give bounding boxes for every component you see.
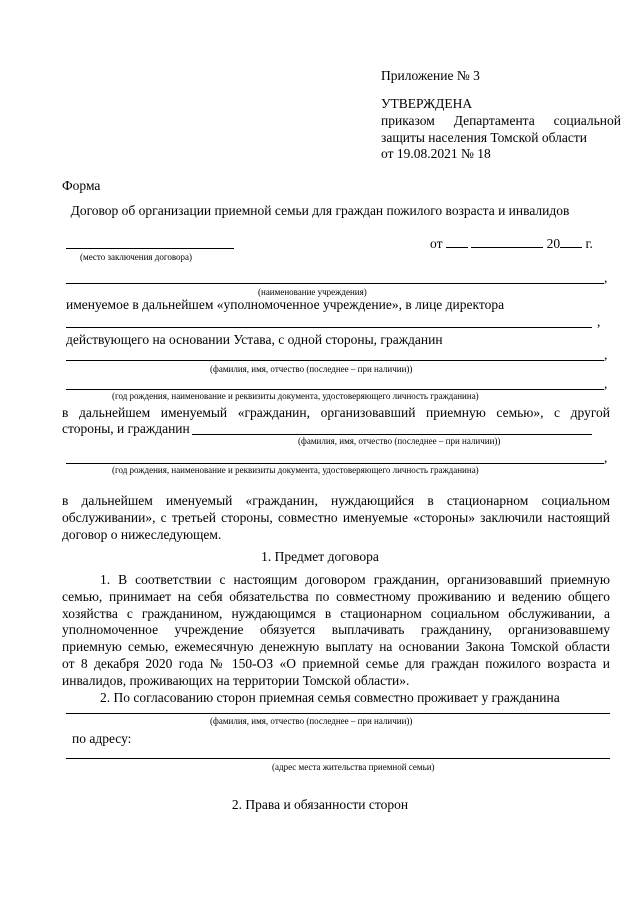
comma: , (604, 450, 608, 465)
comma: , (604, 376, 608, 391)
paragraph1-line: семью, принимает на себя обязательства по совместному проживанию и ведению общего (62, 589, 610, 604)
place-blank (66, 248, 234, 249)
appendix-number: Приложение № 3 (381, 68, 480, 83)
doc-caption: (год рождения, наименование и реквизиты документа, удостоверяющего личность гражданина) (112, 465, 479, 475)
paragraph2: 2. По согласованию сторон приемная семья совместно проживает у гражданина (100, 690, 560, 705)
citizen1-doc-blank (66, 389, 604, 390)
date-field (430, 235, 593, 252)
needing-line-1: в дальнейшем именуемый «гражданин, нуждающийся в стационарном социальном (62, 493, 610, 508)
acting-line: действующего на основании Устава, с одной стороны, гражданин (66, 332, 443, 347)
paragraph1-line: хозяйства с гражданином, нуждающимся в стационарном социальном обслуживании, а (62, 606, 610, 621)
citizen2-fio-blank (192, 434, 592, 435)
paragraph1-line: инвалидов, проживающих на территории Томской области». (62, 673, 410, 688)
document-title: Договор об организации приемной семьи для граждан пожилого возраста и инвалидов (70, 203, 570, 218)
organizer-line-1: в дальнейшем именуемый «гражданин, организовавший приемную семью», с другой (62, 405, 610, 420)
organizer-line-2: стороны, и гражданин (62, 421, 190, 436)
fio-caption: (фамилия, имя, отчество (последнее – при наличии)) (298, 436, 501, 446)
paragraph1-line: 1. В соответствии с настоящим договором гражданин, организовавший приемную (100, 572, 610, 587)
institution-blank (66, 283, 604, 284)
comma: , (597, 314, 601, 329)
needing-line-2: обслуживании», с третьей стороны, совместно именуемые «стороны» заключили настоящий (62, 510, 610, 525)
order-line-1: приказом Департамента социальной (381, 113, 621, 128)
paragraph1-line: от 8 декабря 2020 года № 150-ОЗ «О приемной семье для граждан пожилого возраста и (62, 656, 610, 671)
order-line-2: защиты населения Томской области (381, 130, 588, 145)
section1-heading: 1. Предмет договора (261, 549, 379, 564)
order-line-3: от 19.08.2021 № 18 (381, 146, 491, 161)
year-blank (560, 235, 582, 248)
needing-line-3: договор о нижеследующем. (62, 527, 222, 542)
host-fio-blank (66, 713, 610, 714)
address-blank (66, 758, 610, 759)
institution-caption: (наименование учреждения) (258, 287, 367, 297)
comma: , (604, 347, 608, 362)
named-line: именуемое в дальнейшем «уполномоченное учреждение», в лице директора (66, 297, 505, 312)
citizen1-fio-blank (66, 360, 604, 361)
fio-caption: (фамилия, имя, отчество (последнее – при наличии)) (210, 364, 413, 374)
year-suffix: г. (585, 236, 593, 251)
section2-heading: 2. Права и обязанности сторон (231, 797, 409, 812)
paragraph1-line: приемную семью, ежемесячную денежную выплату на основании Закона Томской области (62, 639, 610, 654)
month-blank (471, 235, 543, 248)
paragraph1-line: уполномоченное учреждение обязуется выплачивать гражданину, организовавшему (62, 622, 610, 637)
day-blank (446, 235, 468, 248)
address-label: по адресу: (72, 731, 132, 746)
place-caption: (место заключения договора) (80, 252, 193, 262)
form-label: Форма (62, 178, 101, 193)
doc-caption: (год рождения, наименование и реквизиты документа, удостоверяющего личность гражданина) (112, 391, 479, 401)
fio-caption: (фамилия, имя, отчество (последнее – при наличии)) (210, 716, 413, 726)
date-from-label: от (430, 236, 443, 251)
approved-label: УТВЕРЖДЕНА (381, 96, 473, 111)
comma: , (604, 270, 608, 285)
director-blank (66, 327, 592, 328)
citizen2-doc-blank (66, 463, 604, 464)
address-caption: (адрес места жительства приемной семьи) (272, 762, 435, 772)
century-label: 20 (546, 236, 561, 251)
